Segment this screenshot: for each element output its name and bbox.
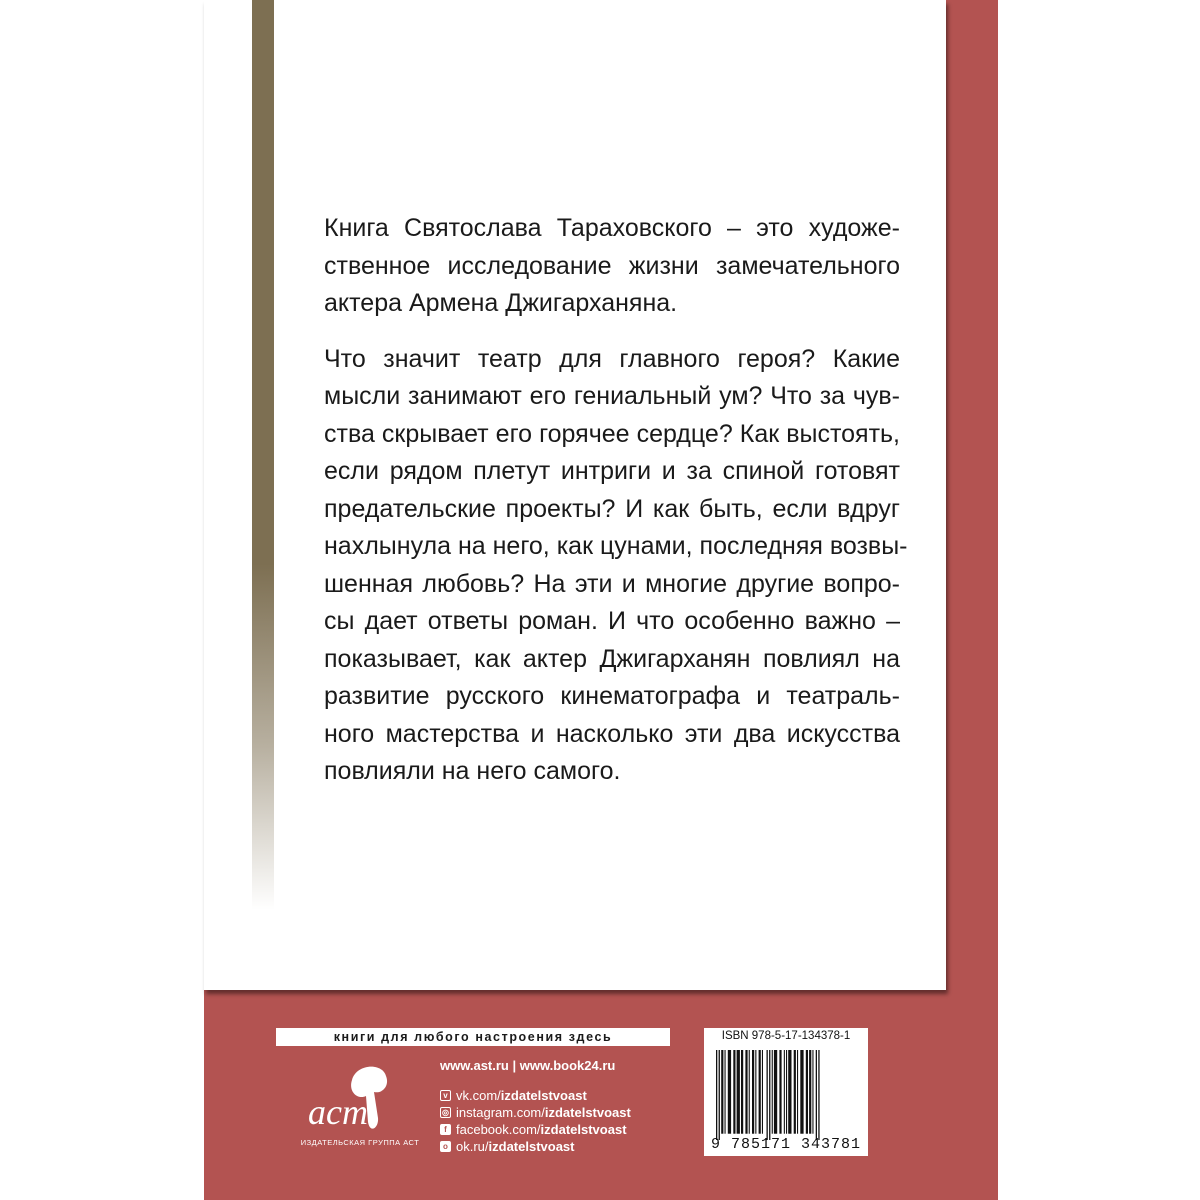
social-handle: izdatelstvoast (500, 1088, 587, 1103)
ast-logo (286, 1060, 436, 1150)
blurb-paragraph (324, 341, 908, 791)
book-blurb (324, 210, 908, 809)
barcode-bar (794, 1050, 796, 1134)
barcode-bar (767, 1050, 768, 1140)
barcode-digits: 9 785171 343781 (710, 1136, 862, 1153)
barcode-bar (721, 1050, 723, 1134)
barcode-bar (800, 1050, 803, 1134)
logo-caption: ИЗДАТЕЛЬСКАЯ ГРУППА АСТ (300, 1138, 420, 1147)
social-domain: facebook.com/ (456, 1122, 541, 1137)
ok-icon: o (440, 1141, 451, 1152)
barcode-bar (788, 1050, 791, 1134)
social-domain: instagram.com/ (456, 1105, 545, 1120)
blurb-line: повлияли на него самого. (324, 757, 621, 785)
barcode-bar (716, 1050, 717, 1140)
social-link[interactable] (440, 1138, 631, 1155)
barcode-bar (741, 1050, 743, 1134)
blurb-line: ственное исследование жизни замечательного (324, 251, 900, 280)
barcode-bar (784, 1050, 785, 1134)
blurb-line: показывает, как актер Джигарханян повлиял на (324, 644, 900, 673)
blurb-line: ства скрывает его горячее сердце? Как выстоять, (324, 419, 900, 448)
blurb-line: нахлынула на него, как цунами, последняя возвы- (324, 532, 908, 560)
barcode-bar (737, 1050, 740, 1134)
barcode-bar (779, 1050, 781, 1134)
blurb-line: Книга Святослава Тараховского – это художе- (324, 214, 900, 242)
blurb-line: ного мастерства и насколько эти два искусства (324, 719, 900, 748)
vk-icon: v (440, 1090, 451, 1101)
instagram-icon: ◎ (440, 1107, 451, 1118)
isbn-barcode-block (704, 1028, 868, 1156)
social-handle: izdatelstvoast (544, 1105, 631, 1120)
blurb-line: если рядом плетут интриги и за спиной готовят (324, 457, 900, 485)
barcode-bar (774, 1050, 777, 1134)
barcode-bar (786, 1050, 787, 1134)
social-link[interactable] (440, 1087, 631, 1104)
barcode-bar (762, 1050, 763, 1134)
blurb-line: шенная любовь? На эти и многие другие вопро- (324, 569, 900, 598)
social-handle: izdatelstvoast (540, 1122, 627, 1137)
isbn-number: ISBN 978-5-17-134378-1 (721, 1030, 851, 1042)
blurb-line: сы дает ответы роман. И что особенно важно – (324, 607, 900, 635)
website-links[interactable]: www.ast.ru | www.book24.ru (440, 1058, 616, 1073)
ast-logo-text: аст (308, 1092, 368, 1132)
barcode-bar (733, 1050, 735, 1134)
barcode-bar (818, 1050, 819, 1140)
spine-stripe (252, 0, 274, 910)
barcode-bar (806, 1050, 808, 1134)
barcode-bar (769, 1050, 770, 1140)
barcode-bar (759, 1050, 761, 1134)
social-domain: vk.com/ (456, 1088, 501, 1103)
barcode-bar (749, 1050, 750, 1134)
facebook-icon: f (440, 1124, 451, 1135)
barcode-bar (725, 1050, 726, 1134)
barcode-bar (797, 1050, 798, 1134)
barcode-bar (728, 1050, 731, 1134)
barcode-bar (772, 1050, 773, 1134)
blurb-line: развитие русского кинематографа и театраль- (324, 682, 900, 710)
social-handle: izdatelstvoast (488, 1139, 575, 1154)
social-link[interactable] (440, 1104, 631, 1121)
barcode-bar (816, 1050, 817, 1140)
publisher-links (440, 1058, 631, 1155)
blurb-paragraph (324, 210, 900, 323)
blurb-line: Что значит театр для главного героя? Какие (324, 344, 900, 373)
blurb-line: актера Армена Джигарханяна. (324, 289, 678, 317)
barcode-bar (752, 1050, 754, 1134)
barcode-bar (719, 1050, 720, 1140)
cover-red-band-vertical (946, 0, 998, 1012)
barcode (712, 1050, 862, 1140)
barcode-bar (812, 1050, 813, 1134)
barcode-bar (809, 1050, 811, 1134)
social-domain: ok.ru/ (456, 1139, 489, 1154)
social-link[interactable] (440, 1121, 631, 1138)
barcode-bar (755, 1050, 756, 1134)
slogan-banner: книги для любого настроения здесь (276, 1028, 670, 1046)
barcode-bar (745, 1050, 747, 1134)
blurb-line: предательские проекты? И как быть, если вдруг (324, 494, 900, 523)
blurb-line: мысли занимают его гениальный ум? Что за чув- (324, 382, 900, 410)
